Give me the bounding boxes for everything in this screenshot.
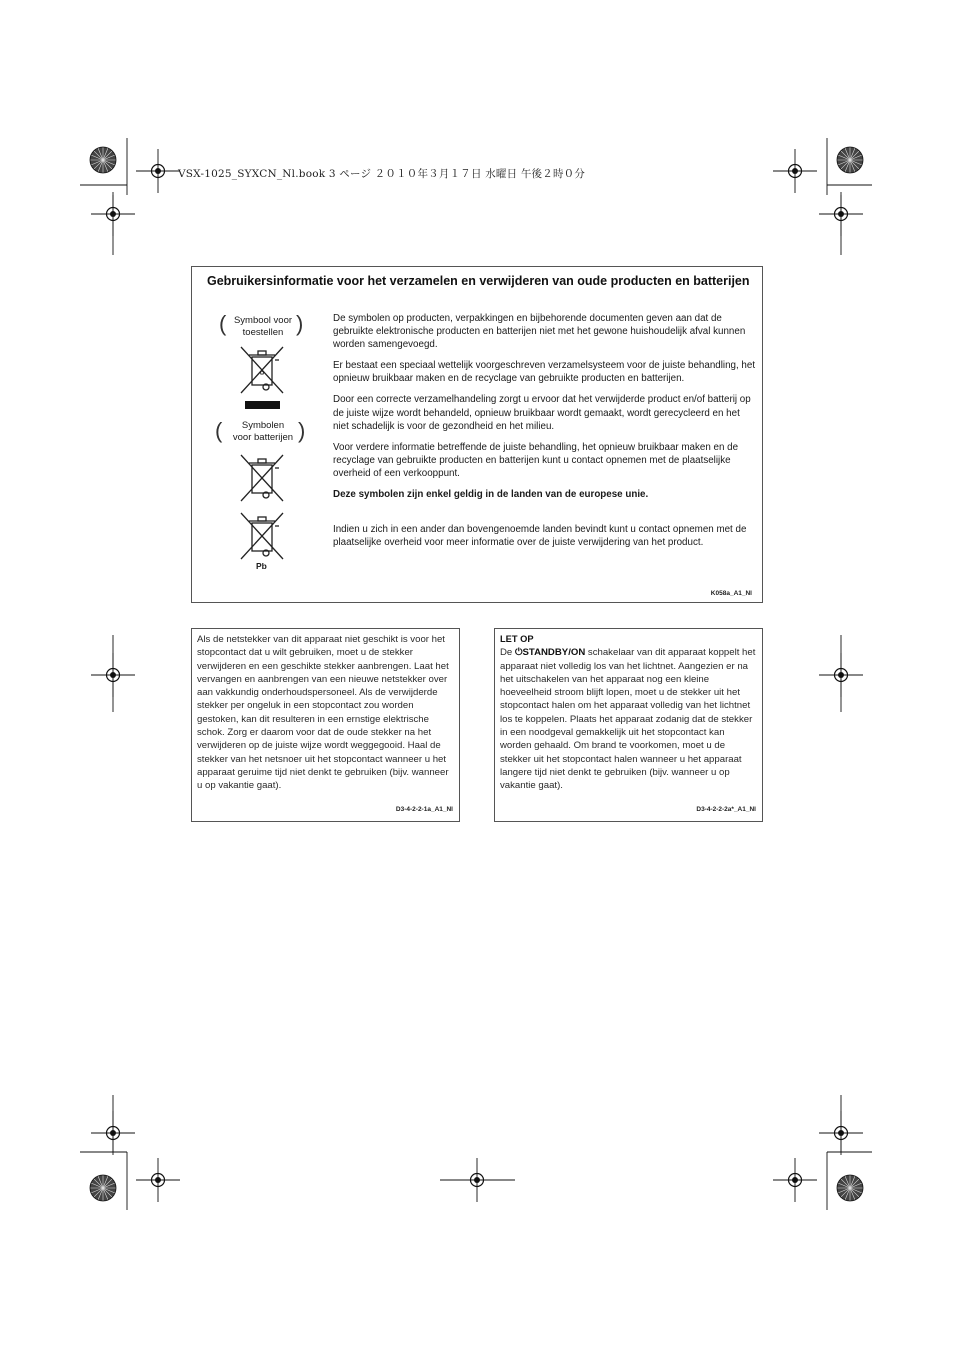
recycling-info-box <box>191 266 763 603</box>
registration-mark-icon <box>136 149 180 193</box>
standby-label: STANDBY/ON <box>522 647 586 659</box>
starburst-target-icon <box>90 147 116 173</box>
reference-code: D3-4-2-2-1a_A1_Nl <box>395 805 453 813</box>
symbol-devices-label: Symbool voor toestellen <box>233 315 293 338</box>
paragraph: Er bestaat een speciaal wettelijk voorgeschreven verzamelsysteem voor de juiste behandling, het opnieuw bruikbaar maken en de recyclage van gebruikte producten en batterijen. <box>333 360 756 385</box>
svg-text:♻: ♻ <box>259 370 265 377</box>
pb-label: Pb <box>256 561 267 571</box>
crossed-out-wheelie-bin-icon <box>237 345 287 395</box>
reference-code: D3-4-2-2-2a*_A1_Nl <box>696 805 756 813</box>
symbol-batteries-label: Symbolen voor batterijen <box>232 420 294 443</box>
registration-mark-icon <box>773 149 817 193</box>
caution-title: LET OP <box>500 634 534 644</box>
paragraph: Voor verdere informatie betreffende de juiste behandling, het opnieuw bruikbaar maken en de recyclage van gebruikte producten en batterijen kunt u contact opnemen met de plaatselijke overheid of een verkooppunt. <box>333 441 739 479</box>
crossed-out-wheelie-bin-icon <box>237 511 287 561</box>
close-paren: ) <box>298 418 306 443</box>
print-header: VSX-1025_SYXCN_Nl.book 3 ページ ２０１０年３月１７日 水曜日 午後２時０分 <box>178 168 586 180</box>
registration-mark-icon <box>136 1158 180 1202</box>
plug-notice-text: Als de netstekker van dit apparaat niet geschikt is voor het stopcontact dat u wilt gebruiken, moet u de stekker verwijderen en een geschikte stekker aanbrengen. Laat het vervangen en aanbrengen van een nieuwe netstekker over aan vakkundig onderhoudspersoneel. Als de verwijderde stekker per ongeluk in een stopcontact zou worden gestoken, kan dit resulteren in een ernstige elektrische schok. Zorg er daarom voor dat de oude stekker na het verwijderen op de juiste wijze wordt weggegooid. Haal de stekker van het netsnoer uit het stopcontact wanneer u het apparaat geruime tijd niet denkt te gebruiken (bijv. wanneer u op vakantie gaat). <box>197 634 449 792</box>
starburst-target-icon <box>837 147 863 173</box>
caution-box <box>494 628 763 822</box>
paragraph: Door een correcte verzamelhandeling zorgt u ervoor dat het verwijderde product en/of batterij op de juiste wijze wordt behandeld, opnieuw bruikbaar wordt gemaakt, wordt gerecycleerd en het niet schadelijk is voor de gezondheid en het milieu. <box>333 394 751 432</box>
eu-note: Deze symbolen zijn enkel geldig in de landen van de europese unie. <box>333 489 649 501</box>
registration-mark-icon <box>773 1158 817 1202</box>
caution-text: LET OP De ⏻STANDBY/ON schakelaar van dit apparaat koppelt het apparaat niet volledig los van het lichtnet. Aangezien er na het uitschakelen van het apparaat nog een kleine hoeveelheid stroom blijft lopen, moet u de stekker uit het stopcontact halen om het apparaat volledig van het lichtnet los te koppelen. Plaats het apparaat zodanig dat de stekker in een noodgeval gemakkelijk uit het stopcontact kan worden gehaald. Om brand te voorkomen, moet u de stekker uit het stopcontact halen wanneer u het apparaat langere tijd niet denkt te gebruiken (bijv. wanneer u op vakantie gaat). <box>500 633 758 793</box>
close-paren: ) <box>296 311 304 336</box>
starburst-target-icon <box>837 1175 863 1201</box>
recycling-title: Gebruikersinformatie voor het verzamelen en verwijderen van oude producten en batterijen <box>207 274 750 288</box>
solid-bar <box>245 401 280 409</box>
paragraph: De symbolen op producten, verpakkingen en bijbehorende documenten geven aan dat de gebruikte elektronische producten en batterijen niet met het gewone huishoudelijk afval kunnen worden samengevoegd. <box>333 313 746 351</box>
paragraph: Indien u zich in een ander dan bovengenoemde landen bevindt kunt u contact opnemen met de plaatselijke overheid voor meer informatie over de juiste verwijdering van het product. <box>333 524 747 549</box>
open-paren: ( <box>219 311 227 336</box>
plug-notice-box <box>191 628 460 822</box>
crossed-out-wheelie-bin-icon <box>237 453 287 503</box>
power-icon: ⏻ <box>514 647 523 659</box>
recycling-text <box>333 312 758 557</box>
starburst-target-icon <box>90 1175 116 1201</box>
open-paren: ( <box>215 418 223 443</box>
reference-code: K058a_A1_Nl <box>710 590 752 597</box>
